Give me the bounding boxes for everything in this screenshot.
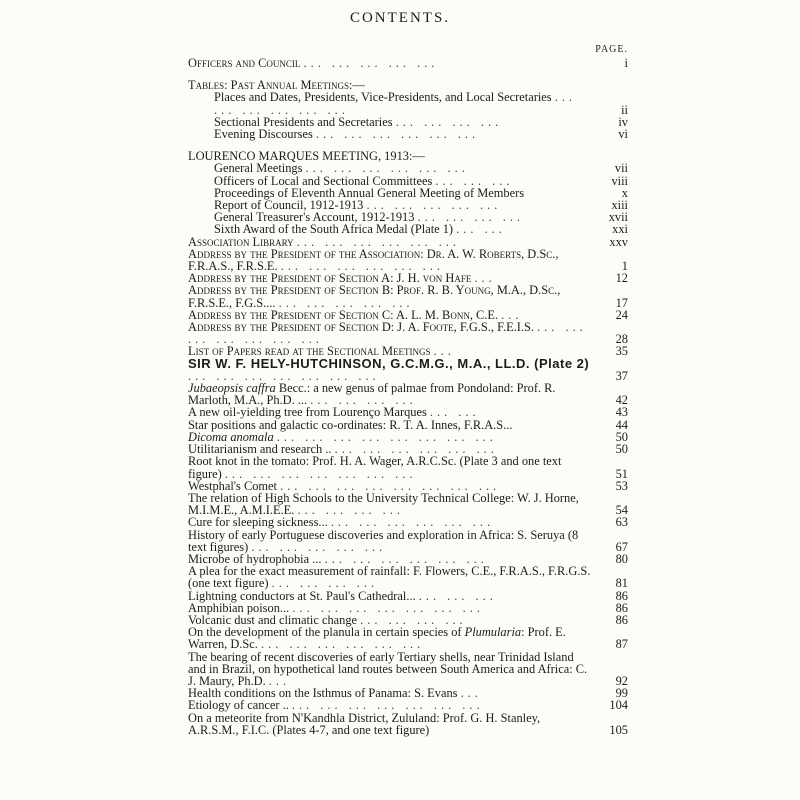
toc-entry-page-number: 50: [615, 429, 628, 444]
toc-entry-title: Address by the President of Section B: Prof. R. B. Young, M.A., D.Sc., F.R.S.E., F.G.S....: [188, 283, 561, 310]
toc-entry-leader: ... ...: [456, 222, 506, 237]
toc-entry: [188, 626, 628, 650]
toc-entry-page-number: 50: [615, 442, 628, 457]
toc-entry-title: General Treasurer's Account, 1912-1913: [214, 210, 415, 225]
toc-entry-title: Cure for sleeping sickness...: [188, 515, 328, 530]
toc-entry-title: Etiology of cancer ..: [188, 698, 289, 713]
toc-entry-page-number: 80: [615, 551, 628, 566]
toc-entry-page-number: 1: [621, 259, 628, 274]
toc-entry-leader: ... ... ... ... ...: [303, 56, 439, 70]
toc-entry-leader: ... ... ... ... ... ... ... ...: [280, 478, 501, 493]
toc-entry-page-number: 44: [615, 417, 628, 432]
toc-entry-page-number: 35: [615, 344, 628, 359]
toc-entry-title: Root knot in the tomato: Prof. H. A. Wager, A.R.C.Sc. (Plate 3 and one text figure): [188, 454, 562, 481]
toc-entry-title: Proceedings of Eleventh Annual General Meeting of Members: [214, 185, 525, 200]
toc-entry: [188, 321, 628, 345]
toc-entry-title: On a meteorite from N'Kandhla District, Zululand: Prof. G. H. Stanley, A.R.S.M., F.I.C. (Plates 4-7, and one text figure): [188, 710, 541, 737]
toc-entry-page-number: 51: [615, 466, 628, 481]
toc-entry-title: SIR W. F. HELY-HUTCHINSON, G.C.M.G., M.A., LL.D. (Plate 2): [188, 355, 590, 371]
toc-entry-page-number: 81: [615, 576, 628, 591]
toc-entry-title: Dicoma anomala: [188, 429, 274, 444]
toc-entry-leader: ... ... ... ... ... ... ...: [188, 320, 587, 347]
toc-entry-title: Volcanic dust and climatic change: [188, 612, 358, 627]
toc-entry-leader: ... ... ... ...: [360, 612, 467, 627]
toc-entry-title: Health conditions on the Isthmus of Panama: S. Evans: [188, 686, 458, 701]
toc-entry-page-number: i: [624, 56, 628, 70]
toc-entry: [188, 355, 628, 383]
toc-entry-leader: ... ... ... ... ... ... ... ...: [276, 429, 497, 444]
toc-entry: [188, 529, 628, 553]
toc-entry-leader: ... ... ... ...: [297, 503, 404, 518]
toc-entry: [188, 91, 628, 115]
toc-entry-page-number: 87: [615, 637, 628, 652]
toc-entry-page-number: 42: [615, 393, 628, 408]
toc-entry-title: The bearing of recent discoveries of early Tertiary shells, near Trinidad Island and in Brazil, on hypothetical land routes between South America and Africa: C. J. Maury, Ph.D.: [188, 649, 588, 688]
toc-entry-title: Amphibian poison...: [188, 600, 290, 615]
toc-entry-page-number: viii: [611, 173, 628, 188]
toc-entry-page-number: vii: [614, 161, 628, 176]
toc-entry-title: Report of Council, 1912-1913: [214, 198, 364, 213]
toc-entry-leader: ... ... ... ... ... ...: [261, 637, 425, 652]
toc-entry-page-number: xiii: [611, 198, 628, 213]
toc-entry-page-number: xvii: [608, 210, 628, 225]
toc-entry-title: LOURENCO MARQUES MEETING, 1913:—: [188, 149, 425, 164]
toc-entry-leader: ... ... ... ... ...: [366, 198, 502, 213]
toc-entry-leader: ...: [501, 307, 523, 322]
table-of-contents: [188, 57, 628, 736]
toc-entry-leader: ... ... ... ...: [310, 393, 417, 408]
toc-entry-page-number: 37: [615, 368, 628, 383]
toc-entry-page-number: 12: [615, 271, 628, 286]
toc-entry-title: Westphal's Comet: [188, 478, 277, 493]
toc-entry-title: Officers and Council: [188, 56, 301, 70]
toc-entry-title: History of early Portuguese discoveries and exploration in Africa: S. Seruya (8 text figures): [188, 527, 579, 554]
toc-entry-page-number: 53: [615, 478, 628, 493]
toc-entry-title: The relation of High Schools to the University Technical College: W. J. Horne, M.I.M.E., A.M.I.E.E.: [188, 490, 579, 518]
toc-entry-title: Star positions and galactic co-ordinates: R. T. A. Innes, F.R.A.S...: [188, 417, 513, 432]
toc-entry: [188, 565, 628, 589]
toc-entry-title: A new oil-yielding tree from Lourenço Marques: [188, 405, 427, 420]
toc-entry-page-number: 17: [615, 295, 628, 310]
toc-entry-page-number: x: [621, 185, 628, 200]
toc-entry-leader: ... ... ... ... ... ...: [334, 442, 498, 457]
toc-entry-page-number: 104: [609, 698, 628, 713]
toc-entry: [188, 712, 628, 736]
toc-entry-leader: ... ... ... ... ... ... ...: [224, 466, 417, 481]
toc-entry-title: A plea for the exact measurement of rainfall: F. Flowers, C.E., F.R.A.S., F.R.G.S. (one text figure): [188, 564, 591, 591]
toc-entry-leader: ... ... ... ... ...: [278, 295, 414, 310]
toc-entry: [188, 57, 628, 69]
toc-entry-page-number: xxi: [612, 222, 628, 237]
toc-entry-page-number: vi: [618, 127, 628, 142]
toc-entry-title: General Meetings: [214, 161, 303, 176]
toc-entry-page-number: 105: [609, 722, 628, 737]
toc-entry-leader: ... ... ... ... ... ... ...: [188, 368, 380, 383]
toc-entry-page-number: 92: [615, 673, 628, 688]
toc-entry-title: Address by the President of Section D: J. A. Foote, F.G.S., F.E.I.S.: [188, 320, 534, 335]
toc-entry-leader: ... ... ...: [418, 588, 497, 603]
toc-entry: [188, 284, 628, 308]
toc-entry-leader: ...: [474, 271, 496, 286]
toc-entry: [188, 455, 628, 479]
toc-entry-page-number: 86: [615, 600, 628, 615]
toc-entry-title: Evening Discourses: [214, 127, 313, 142]
toc-entry-title: Sixth Award of the South Africa Medal (Plate 1): [214, 222, 454, 237]
toc-entry-title: Officers of Local and Sectional Committees: [214, 173, 433, 188]
toc-entry-title: Association Library: [188, 234, 294, 249]
toc-entry-page-number: 86: [615, 588, 628, 603]
toc-entry-title: Jubaeopsis caffra Becc.: a new genus of palmae from Pondoland: Prof. R. Marloth, M.A., Ph.D. ...: [188, 381, 556, 408]
page-column-header: PAGE.: [595, 44, 628, 55]
toc-entry-leader: ... ... ... ... ... ...: [305, 161, 469, 176]
toc-entry-page-number: 63: [615, 515, 628, 530]
toc-entry-title: Places and Dates, Presidents, Vice-Presidents, and Local Secretaries: [214, 90, 552, 105]
toc-entry-leader: ... ... ... ... ...: [251, 539, 387, 554]
toc-entry-title: On the development of the planula in certain species of Plumularia: Prof. E. Warren, D.Sc.: [188, 625, 566, 652]
toc-entry-page-number: 28: [615, 332, 628, 347]
toc-entry-title: Tables: Past Annual Meetings:—: [188, 78, 365, 93]
toc-entry-page-number: 67: [615, 539, 628, 554]
toc-entry-leader: ... ... ... ... ... ...: [324, 551, 488, 566]
toc-entry: [188, 651, 628, 688]
toc-entry-leader: ... ... ... ... ... ...: [280, 259, 444, 274]
toc-entry-leader: ... ... ... ... ... ...: [330, 515, 495, 530]
toc-entry-leader: ...: [433, 344, 455, 359]
toc-entry-leader: ... ... ... ...: [417, 210, 525, 225]
toc-entry-leader: ... ... ... ...: [271, 576, 379, 591]
toc-entry-page-number: 86: [615, 612, 628, 627]
toc-entry-title: Address by the President of the Association: Dr. A. W. Roberts, D.Sc., F.R.A.S., F.R.S.E.: [188, 246, 559, 274]
toc-entry-leader: ... ... ... ... ... ... ...: [291, 698, 484, 713]
toc-entry-title: Sectional Presidents and Secretaries: [214, 114, 393, 129]
toc-entry-page-number: xxv: [609, 234, 628, 249]
toc-entry-leader: ... ...: [429, 405, 480, 420]
toc-entry-leader: ... ... ... ...: [395, 114, 503, 129]
toc-entry: [188, 382, 628, 406]
toc-entry-page-number: 24: [615, 307, 628, 322]
toc-entry-leader: ... ... ... ... ... ...: [296, 234, 460, 249]
toc-entry-title: Utilitarianism and research ..: [188, 442, 332, 457]
toc-entry-leader: ... ... ...: [435, 173, 514, 188]
toc-entry-title: Address by the President of Section A: J. H. von Hafe: [188, 271, 472, 286]
toc-entry-page-number: 99: [615, 686, 628, 701]
toc-entry-title: List of Papers read at the Sectional Meetings: [188, 344, 431, 359]
toc-entry: [188, 128, 628, 140]
page-title: CONTENTS.: [349, 10, 451, 26]
toc-entry-title: Microbe of hydrophobia ...: [188, 551, 322, 566]
toc-entry-leader: ... ... ... ... ... ...: [214, 90, 577, 117]
toc-entry-leader: ...: [460, 686, 482, 701]
toc-entry-page-number: ii: [621, 102, 628, 117]
toc-entry-page-number: iv: [618, 114, 628, 129]
toc-entry-title: Lightning conductors at St. Paul's Cathedral...: [188, 588, 416, 603]
toc-entry-title: Address by the President of Section C: A. L. M. Bonn, C.E.: [188, 307, 499, 322]
toc-entry-leader: ...: [268, 673, 291, 688]
toc-entry-leader: ... ... ... ... ... ... ...: [292, 600, 484, 615]
toc-entry-leader: ... ... ... ... ... ...: [315, 127, 480, 142]
toc-entry: [188, 492, 628, 516]
toc-entry: [188, 248, 628, 272]
toc-entry-page-number: 43: [615, 405, 628, 420]
toc-entry-page-number: 54: [615, 503, 628, 518]
